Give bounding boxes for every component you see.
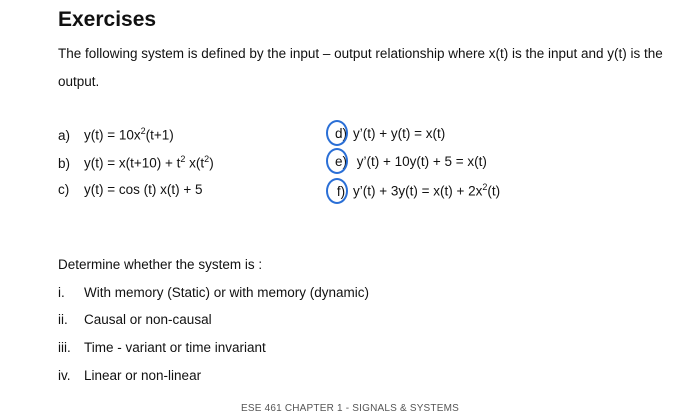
equation-c: [58, 182, 203, 197]
intro-text: The following system is defined by the input – output relationship where x(t) is the input and y(t) is the output.: [58, 46, 663, 89]
page-footer: ESE 461 CHAPTER 1 - SIGNALS & SYSTEMS: [240, 403, 460, 414]
criteria-item: [58, 368, 201, 383]
equation-text: y(t) = 10x: [84, 127, 141, 143]
criteria-text: With memory (Static) or with memory (dynamic): [84, 285, 370, 300]
superscript: 2: [180, 154, 186, 164]
criteria-item: [58, 312, 212, 327]
criteria-item: [58, 285, 369, 300]
equation-label: [329, 184, 353, 199]
equation-label: [329, 126, 353, 141]
criteria-number: iii.: [58, 340, 71, 355]
equation-a: [58, 126, 174, 143]
superscript: 2: [204, 154, 210, 164]
hand-drawn-circle-icon: [326, 178, 348, 204]
determine-prompt: Determine whether the system is :: [58, 257, 263, 272]
superscript: 2: [140, 126, 146, 136]
equation-e: [329, 154, 487, 169]
equation-label: b): [58, 155, 71, 171]
criteria-number: ii.: [58, 312, 68, 327]
equation-text: y’(t) + 3y(t) = x(t) + 2x: [353, 183, 483, 199]
criteria-number: iv.: [58, 368, 71, 383]
equation-text: y(t) = cos (t) x(t) + 5: [84, 182, 203, 197]
equation-text: y’(t) + y(t) = x(t): [353, 126, 446, 141]
criteria-item: [58, 340, 266, 355]
equation-text: x(t: [185, 155, 205, 171]
page-title: Exercises: [58, 8, 157, 31]
equation-d: [329, 126, 445, 141]
equation-label-text: e): [334, 154, 347, 169]
criteria-text: Linear or non-linear: [84, 368, 202, 383]
equation-b: [58, 154, 214, 171]
superscript: 2: [482, 182, 488, 192]
equation-f: [329, 182, 500, 199]
criteria-number: i.: [58, 285, 65, 300]
equation-label: a): [58, 127, 71, 143]
equation-label-text: d): [334, 126, 347, 141]
criteria-text: Causal or non-causal: [84, 312, 212, 327]
equation-text: y(t) = x(t+10) + t: [84, 155, 181, 171]
criteria-text: Time - variant or time invariant: [84, 340, 266, 355]
equation-text: (t+1): [145, 127, 174, 143]
equation-label: [329, 154, 353, 169]
hand-drawn-circle-icon: [326, 148, 348, 174]
equation-text: ): [209, 155, 214, 171]
hand-drawn-circle-icon: [326, 120, 348, 146]
equation-text: (t): [487, 183, 501, 199]
equation-label: c): [58, 182, 70, 197]
equation-text: y’(t) + 10y(t) + 5 = x(t): [353, 154, 487, 169]
equation-label-text: f): [336, 183, 346, 199]
